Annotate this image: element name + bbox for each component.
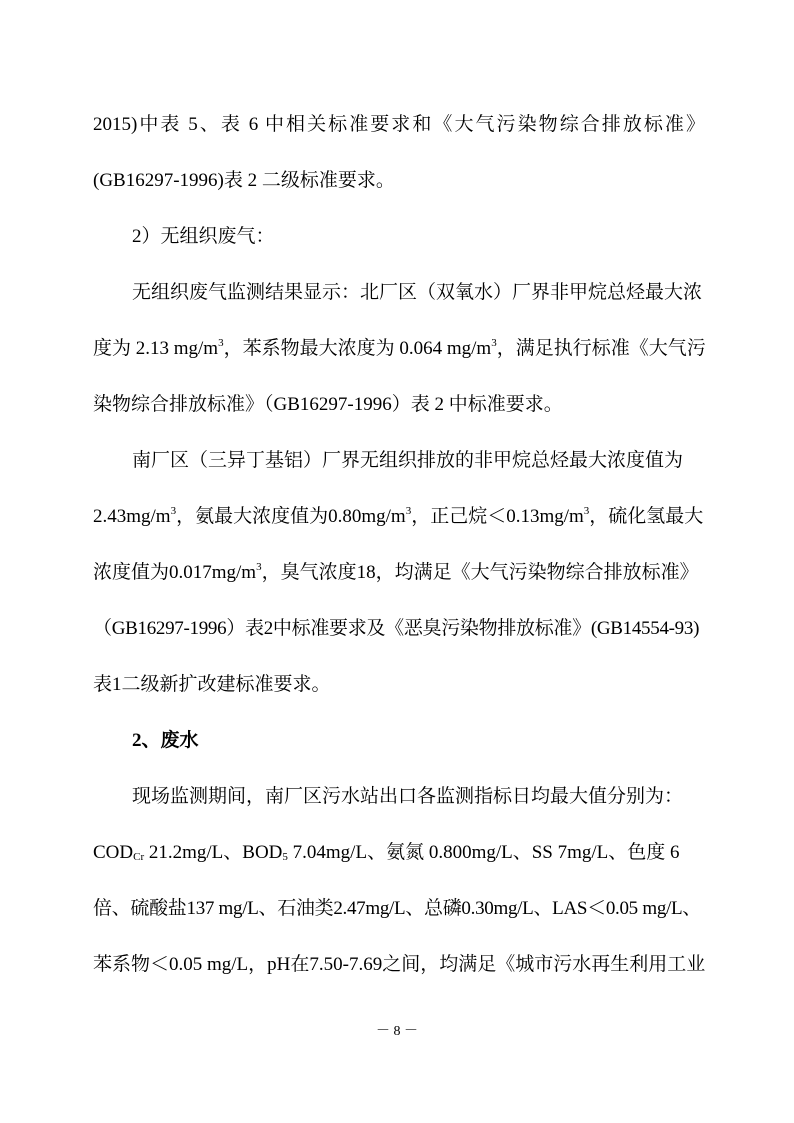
paragraph-line: 苯系物＜0.05 mg/L，pH在7.50-7.69之间，均满足《城市污水再生利用工业 — [93, 954, 706, 975]
paragraph-line: 浓度值为$0.017mg/m^3$，臭气浓度18，均满足《大气污染物综合排放标准》 — [93, 561, 699, 583]
paragraph-line: 现场监测期间，南厂区污水站出口各监测指标日均最大值分别为： — [132, 786, 684, 807]
section-heading: 2）无组织废气： — [132, 226, 275, 247]
paragraph-line: 倍、硫酸盐137 mg/L、石油类2.47mg/L、总磷0.30mg/L、LAS＜0.05 mg/L、 — [93, 898, 701, 919]
paragraph-line: 2015)中表 5、表 6 中相关标准要求和《大气污染物综合排放标准》 — [93, 114, 705, 135]
paragraph-line: $2.43mg/m^3$，氨最大浓度值为$0.80mg/m^3$，正己烷$<0.13mg/m^3$，硫化氢最大 — [93, 505, 704, 527]
paragraph-line: $COD_{Cr}$ 21.2mg/L、$BOD_5$ 7.04mg/L、氨氮 0.800mg/L、SS 7mg/L、色度 6 — [93, 842, 680, 863]
paragraph-line: 度为 2.13 $mg/m^3$，苯系物最大浓度为 0.064 $mg/m^3$，满足执行标准《大气污 — [93, 337, 706, 359]
paragraph-line: (GB16297-1996)表 2 二级标准要求。 — [93, 170, 395, 191]
paragraph-line: 染物综合排放标准》（GB16297-1996）表 2 中标准要求。 — [93, 394, 563, 415]
paragraph-line: 南厂区（三异丁基铝）厂界无组织排放的非甲烷总烃最大浓度值为 — [132, 450, 684, 471]
paragraph-line: 无组织废气监测结果显示：北厂区（双氧水）厂界非甲烷总烃最大浓 — [132, 282, 703, 303]
paragraph-line: 表1二级新扩改建标准要求。 — [93, 674, 331, 695]
paragraph-line: （GB16297-1996）表2中标准要求及《恶臭污染物排放标准》(GB14554-93) — [93, 618, 700, 639]
page-number: － 8 － — [376, 1024, 418, 1039]
section-heading: 2、废水 — [132, 730, 199, 751]
